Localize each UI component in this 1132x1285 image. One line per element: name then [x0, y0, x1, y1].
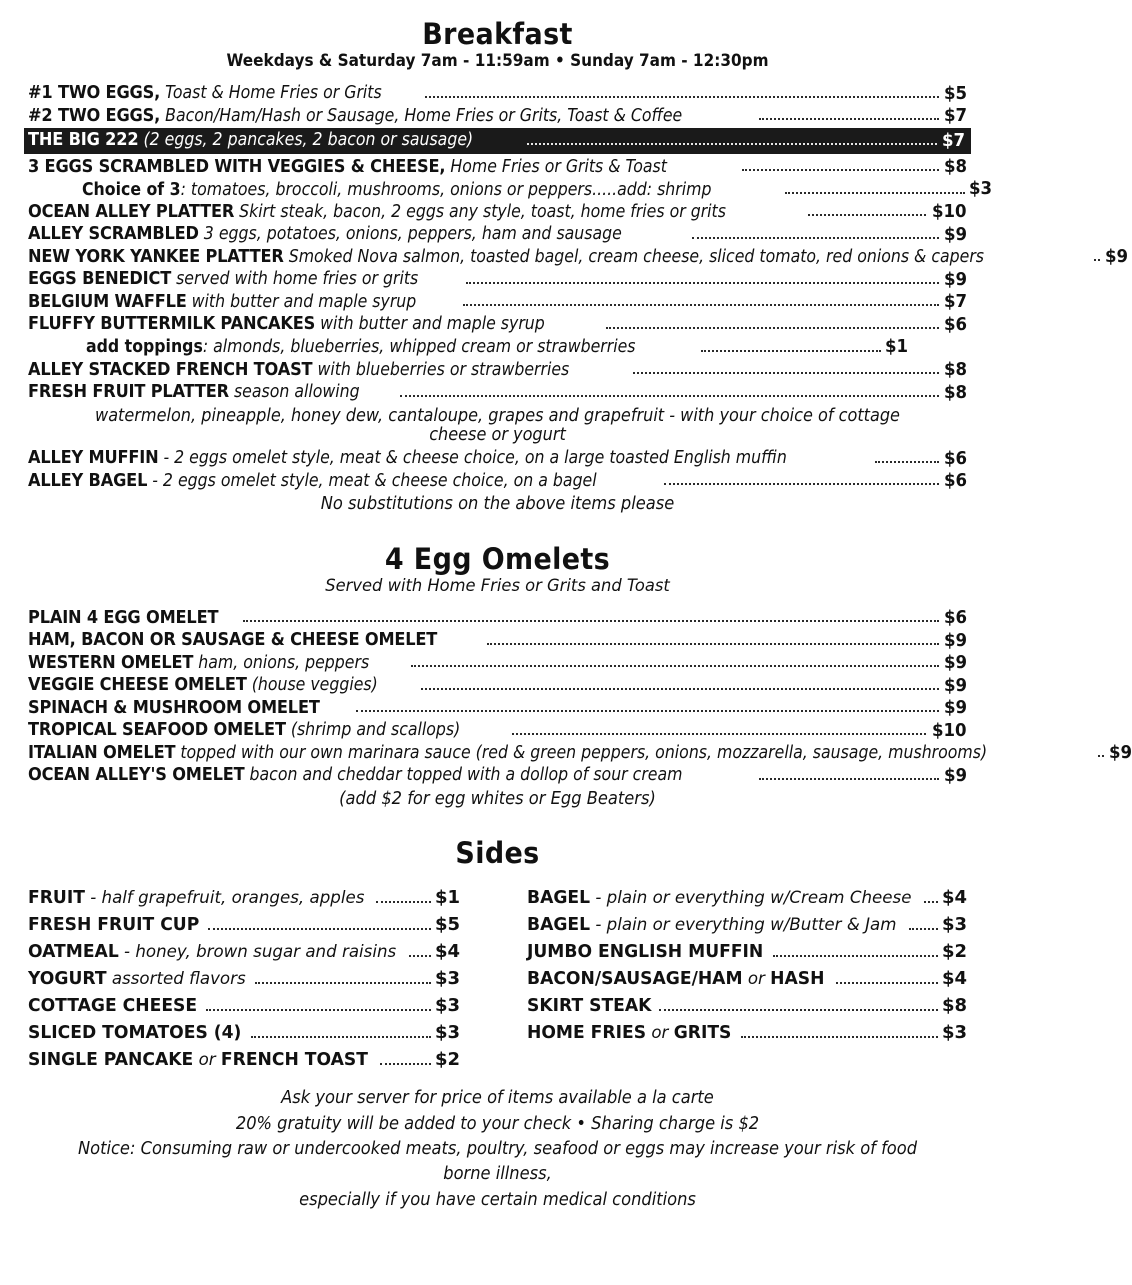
menu-row	[28, 447, 967, 470]
item-name: OCEAN ALLEY PLATTER	[28, 200, 235, 222]
item-desc: (house veggies)	[246, 675, 378, 696]
dot-leader	[692, 236, 939, 239]
menu-row	[28, 313, 967, 336]
toppings-note-row	[28, 336, 967, 359]
item-price: $7	[941, 129, 965, 151]
item-price: $9	[943, 674, 967, 696]
item-price: $6	[943, 470, 967, 492]
toppings-note-text: : almonds, blueberries, whipped cream or strawberries	[202, 337, 636, 358]
omelets-items-group	[28, 606, 1132, 811]
side-price: $2	[434, 1048, 460, 1070]
side-name: HOME FRIES	[527, 1022, 647, 1043]
dot-leader	[759, 777, 939, 780]
item-price: $9	[1105, 246, 1129, 268]
dot-leader	[380, 1062, 431, 1065]
item-name: 3 EGGS SCRAMBLED WITH VEGGIES & CHEESE,	[28, 155, 446, 177]
item-desc: served with home fries or grits	[171, 269, 419, 290]
side-price: $3	[434, 994, 460, 1016]
side-price: $4	[941, 887, 967, 909]
item-name: THE BIG 222	[28, 129, 139, 151]
side-desc: or	[742, 969, 771, 989]
footer-notices	[28, 1086, 967, 1213]
side-price: $4	[941, 967, 967, 989]
dot-leader	[659, 1008, 938, 1011]
item-name: ALLEY BAGEL	[28, 469, 148, 491]
menu-row	[28, 652, 967, 675]
item-desc: - 2 eggs omelet style, meat & cheese choice, on a large toasted English muffin	[158, 448, 787, 469]
item-price: $5	[943, 82, 967, 104]
side-name-alt: HASH	[770, 969, 825, 989]
side-name-alt: GRITS	[673, 1022, 732, 1043]
dot-leader	[808, 213, 927, 216]
menu-row	[28, 764, 967, 787]
dot-leader	[466, 281, 939, 284]
toppings-note-price: $1	[884, 335, 908, 357]
health-notice-line-2: especially if you have certain medical conditions	[299, 1189, 696, 1210]
dot-leader	[255, 981, 431, 984]
side-name: SKIRT STEAK	[527, 995, 652, 1016]
item-desc: bacon and cheddar topped with a dollop of sour cream	[244, 765, 683, 786]
side-row	[28, 1047, 460, 1074]
omelets-section-title: 4 Egg Omelets	[384, 541, 611, 576]
side-price: $5	[434, 914, 460, 936]
dot-leader	[512, 732, 926, 735]
side-row	[527, 993, 967, 1020]
item-desc: ham, onions, peppers	[193, 652, 370, 673]
item-price: $9	[943, 652, 967, 674]
side-desc: - plain or everything w/Cream Cheese	[590, 888, 912, 909]
breakfast-items-group-1	[28, 82, 1129, 517]
sides-right-column	[527, 885, 967, 1073]
dot-leader	[664, 482, 939, 485]
item-price: $8	[943, 381, 967, 403]
fruit-platter-note: watermelon, pineapple, honey dew, cantaloupe, grapes and grapefruit - with your choice of cottage cheese or yogurt	[95, 405, 900, 446]
item-desc: with butter and maple syrup	[186, 291, 417, 312]
dot-leader	[463, 303, 939, 306]
dot-leader	[243, 619, 938, 622]
item-name: WESTERN OMELET	[28, 651, 194, 673]
a-la-carte-note: Ask your server for price of items available a la carte	[281, 1088, 714, 1109]
item-price: $8	[943, 156, 967, 178]
item-price: $9	[943, 268, 967, 290]
side-price: $3	[941, 914, 967, 936]
menu-row	[28, 105, 967, 128]
side-row	[28, 939, 460, 966]
item-price: $7	[943, 105, 967, 127]
item-price: $8	[943, 359, 967, 381]
menu-row	[28, 268, 967, 291]
side-price: $2	[941, 941, 967, 963]
side-name: BACON/SAUSAGE/HAM	[527, 969, 743, 989]
dot-leader	[421, 687, 939, 690]
menu-row	[28, 82, 967, 105]
side-row	[28, 966, 460, 993]
item-price: $7	[943, 291, 967, 313]
dot-leader	[773, 954, 938, 957]
item-name: HAM, BACON OR SAUSAGE & CHEESE OMELET	[28, 629, 438, 651]
item-desc: Bacon/Ham/Hash or Sausage, Home Fries or Grits, Toast & Coffee	[160, 105, 683, 126]
side-row	[527, 966, 967, 993]
dot-leader	[606, 326, 939, 329]
item-desc: with blueberries or strawberries	[312, 359, 570, 380]
dot-leader	[924, 900, 938, 903]
no-substitutions-note: No substitutions on the above items please	[320, 494, 675, 515]
side-name: COTTAGE CHEESE	[28, 995, 198, 1016]
item-price: $9	[943, 629, 967, 651]
breakfast-section-title: Breakfast	[422, 17, 573, 51]
side-name: FRESH FRUIT CUP	[28, 915, 200, 936]
item-desc: (2 eggs, 2 pancakes, 2 bacon or sausage)	[138, 130, 474, 151]
item-desc: with butter and maple syrup	[315, 314, 545, 335]
item-price: $10	[932, 719, 967, 741]
side-price: $3	[434, 1021, 460, 1043]
side-desc: or	[193, 1049, 221, 1070]
side-name: JUMBO ENGLISH MUFFIN	[527, 942, 764, 963]
dot-leader	[487, 642, 939, 645]
choice-note-row	[28, 178, 993, 201]
dot-leader	[376, 900, 431, 903]
dot-leader	[251, 1035, 431, 1038]
menu-row	[28, 245, 1129, 269]
sides-columns	[28, 885, 967, 1073]
health-notice-line-1: Notice: Consuming raw or undercooked meats, poultry, seafood or eggs may increase your risk of food borne illness,	[77, 1138, 918, 1185]
breakfast-hours: Weekdays & Saturday 7am - 11:59am • Sunday 7am - 12:30pm	[226, 51, 769, 72]
dot-leader	[741, 1035, 938, 1038]
dot-leader	[208, 927, 431, 930]
dot-leader	[411, 664, 939, 667]
dot-leader	[400, 394, 938, 397]
egg-whites-note: (add $2 for egg whites or Egg Beaters)	[339, 788, 656, 809]
side-price: $4	[434, 941, 460, 963]
item-name: FRESH FRUIT PLATTER	[28, 381, 229, 403]
item-name: ALLEY STACKED FRENCH TOAST	[28, 358, 313, 380]
dot-leader	[1098, 754, 1104, 757]
side-desc: - half grapefruit, oranges, apples	[84, 888, 365, 909]
dot-leader	[909, 927, 938, 930]
side-row	[28, 993, 460, 1020]
item-name: OCEAN ALLEY'S OMELET	[28, 764, 245, 786]
side-desc: - honey, brown sugar and raisins	[118, 942, 397, 963]
dot-leader	[785, 191, 965, 194]
menu-row-highlighted	[24, 128, 971, 154]
sides-left-column	[28, 885, 460, 1073]
side-desc: or	[646, 1022, 674, 1043]
side-name: FRUIT	[28, 888, 85, 909]
side-name: BAGEL	[527, 888, 591, 909]
side-price: $3	[434, 967, 460, 989]
item-desc: Toast & Home Fries or Grits	[160, 83, 382, 104]
item-price: $6	[943, 447, 967, 469]
side-row	[527, 885, 967, 912]
toppings-note-label: add toppings	[86, 337, 203, 358]
dot-leader	[356, 709, 939, 712]
side-desc: - plain or everything w/Butter & Jam	[590, 915, 897, 936]
sides-section-title: Sides	[455, 835, 540, 870]
item-name: NEW YORK YANKEE PLATTER	[28, 245, 284, 267]
menu-row	[28, 607, 967, 630]
item-price: $10	[932, 201, 967, 223]
side-name-alt: FRENCH TOAST	[220, 1049, 368, 1070]
side-name: SINGLE PANCAKE	[28, 1049, 194, 1070]
item-name: FLUFFY BUTTERMILK PANCAKES	[28, 313, 316, 335]
dot-leader	[1094, 258, 1100, 261]
menu-row	[28, 470, 967, 493]
menu-row	[28, 291, 967, 314]
item-name: #1 TWO EGGS,	[28, 82, 161, 104]
item-desc: Home Fries or Grits & Toast	[445, 156, 667, 177]
item-price: $6	[943, 607, 967, 629]
menu-row	[28, 719, 967, 742]
item-name: PLAIN 4 EGG OMELET	[28, 606, 219, 628]
side-price: $3	[941, 1021, 967, 1043]
item-desc: Skirt steak, bacon, 2 eggs any style, toast, home fries or grits	[234, 201, 726, 222]
dot-leader	[836, 981, 938, 984]
menu-row	[28, 381, 967, 404]
item-price: $9	[943, 764, 967, 786]
dot-leader	[527, 142, 937, 145]
item-desc: season allowing	[228, 382, 360, 403]
menu-row	[28, 741, 1132, 765]
side-row	[28, 1020, 460, 1047]
item-price: $9	[1108, 742, 1132, 764]
menu-row	[28, 359, 967, 382]
dot-leader	[633, 371, 939, 374]
item-name: SPINACH & MUSHROOM OMELET	[28, 696, 320, 718]
side-row	[28, 885, 460, 912]
item-name: ALLEY MUFFIN	[28, 447, 159, 469]
item-desc: (shrimp and scallops)	[285, 720, 461, 741]
item-price: $9	[943, 697, 967, 719]
dot-leader	[425, 95, 939, 98]
menu-row	[28, 201, 967, 224]
item-desc: - 2 eggs omelet style, meat & cheese choice, on a bagel	[147, 470, 597, 491]
item-desc: topped with our own marinara sauce (red & green peppers, onions, mozzarella, sausage, mushrooms)	[175, 742, 988, 763]
item-price: $6	[943, 313, 967, 335]
side-desc: assorted flavors	[106, 969, 246, 989]
item-name: ALLEY SCRAMBLED	[28, 223, 199, 245]
choice-note-text: : tomatoes, broccoli, mushrooms, onions or peppers.....add: shrimp	[180, 179, 712, 200]
dot-leader	[759, 117, 939, 120]
dot-leader	[742, 168, 939, 171]
item-name: VEGGIE CHEESE OMELET	[28, 674, 247, 696]
choice-note-price: $3	[969, 178, 993, 200]
side-row	[527, 939, 967, 966]
item-name: ITALIAN OMELET	[28, 741, 176, 763]
side-name: BAGEL	[527, 915, 591, 936]
item-name: #2 TWO EGGS,	[28, 104, 161, 126]
omelets-subtitle: Served with Home Fries or Grits and Toast	[325, 576, 670, 597]
item-desc: Smoked Nova salmon, toasted bagel, cream cheese, sliced tomato, red onions & capers	[283, 246, 985, 267]
dot-leader	[206, 1008, 431, 1011]
side-name: SLICED TOMATOES (4)	[28, 1022, 242, 1043]
side-price: $1	[434, 887, 460, 909]
item-name: TROPICAL SEAFOOD OMELET	[28, 719, 286, 741]
side-name: YOGURT	[28, 969, 107, 989]
item-name: BELGIUM WAFFLE	[28, 290, 187, 312]
side-price: $8	[941, 994, 967, 1016]
choice-note-label: Choice of 3	[82, 179, 181, 200]
side-row	[527, 912, 967, 939]
side-name: OATMEAL	[28, 942, 119, 963]
dot-leader	[875, 460, 939, 463]
dot-leader	[409, 954, 431, 957]
menu-row	[28, 156, 967, 179]
menu-row	[28, 629, 967, 652]
side-row	[28, 912, 460, 939]
side-row	[527, 1020, 967, 1047]
menu-row	[28, 674, 967, 697]
item-desc: 3 eggs, potatoes, onions, peppers, ham and sausage	[198, 224, 622, 245]
item-name: EGGS BENEDICT	[28, 268, 172, 290]
dot-leader	[701, 349, 881, 352]
item-price: $9	[943, 223, 967, 245]
menu-row	[28, 697, 967, 720]
menu-row	[28, 223, 967, 246]
gratuity-note: 20% gratuity will be added to your check • Sharing charge is $2	[235, 1113, 760, 1134]
